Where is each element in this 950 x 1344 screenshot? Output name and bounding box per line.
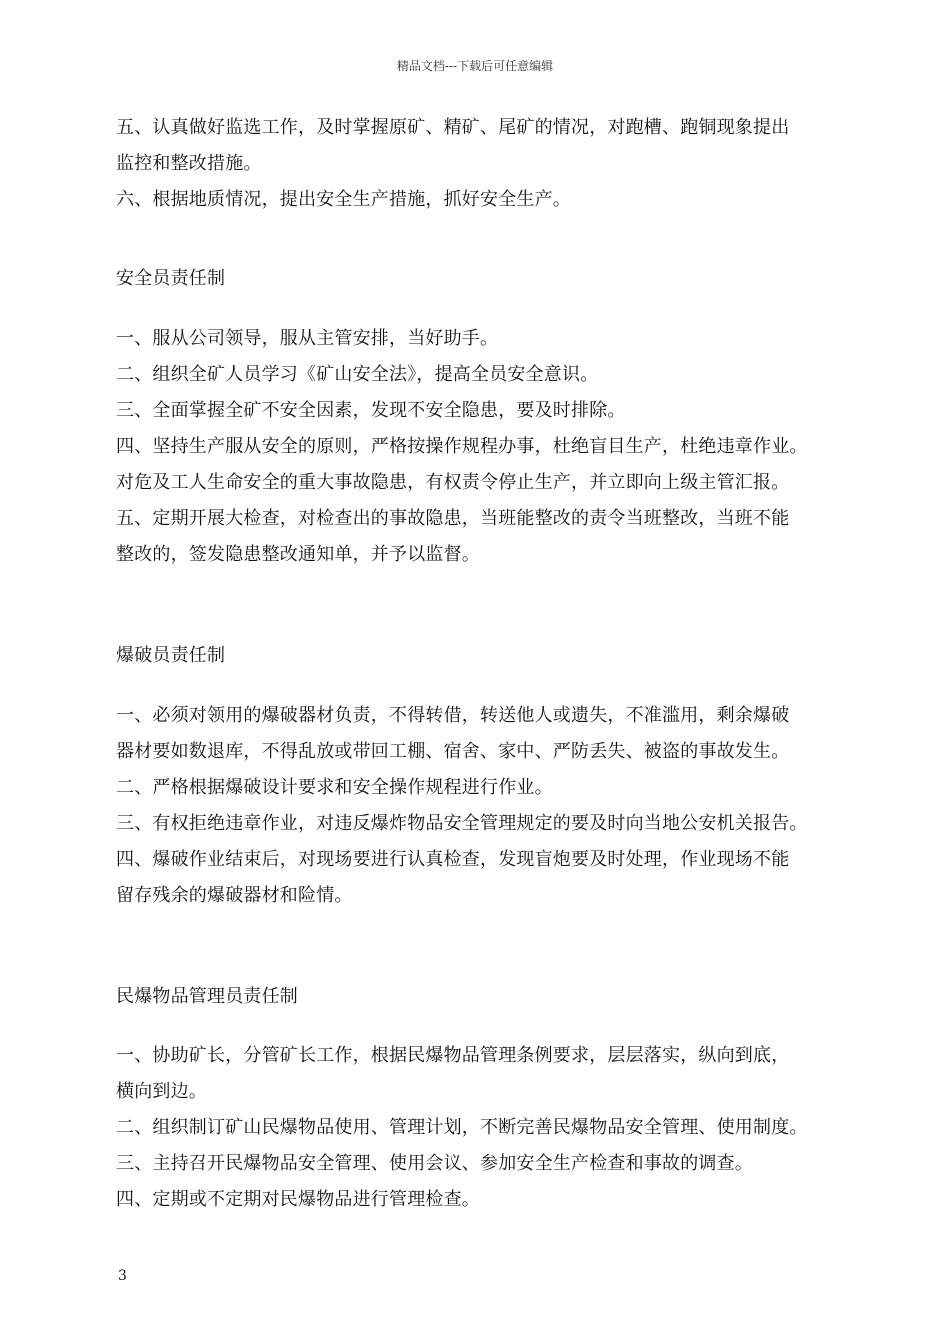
paragraph-line: 一、必须对领用的爆破器材负责，不得转借，转送他人或遗失，不准滥用，剩余爆破 [116, 705, 790, 726]
paragraph-line: 整改的，签发隐患整改通知单，并予以监督。 [116, 544, 480, 565]
paragraph-line: 留存残余的爆破器材和险情。 [116, 885, 353, 906]
paragraph-line: 二、组织全矿人员学习《矿山安全法》，提高全员安全意识。 [116, 364, 599, 385]
page-number: 3 [118, 1268, 127, 1284]
paragraph-line: 六、根据地质情况，提出安全生产措施，抓好安全生产。 [116, 189, 571, 210]
paragraph-line: 三、全面掌握全矿不安全因素，发现不安全隐患，要及时排除。 [116, 400, 626, 421]
paragraph-line: 二、组织制订矿山民爆物品使用、管理计划，不断完善民爆物品安全管理、使用制度。 [116, 1117, 808, 1138]
paragraph-line: 三、主持召开民爆物品安全管理、使用会议、参加安全生产检查和事故的调查。 [116, 1153, 753, 1174]
paragraph-line: 器材要如数退库，不得乱放或带回工棚、宿舍、家中、严防丢失、被盗的事故发生。 [116, 741, 790, 762]
paragraph-line: 四、坚持生产服从安全的原则，严格按操作规程办事，杜绝盲目生产，杜绝违章作业。 [116, 436, 808, 457]
paragraph-line: 一、服从公司领导，服从主管安排，当好助手。 [116, 328, 499, 349]
page-header: 精品文档---下载后可任意编辑 [396, 59, 554, 73]
paragraph-line: 三、有权拒绝违章作业，对违反爆炸物品安全管理规定的要及时向当地公安机关报告。 [116, 813, 808, 834]
paragraph-line: 对危及工人生命安全的重大事故隐患，有权责令停止生产，并立即向上级主管汇报。 [116, 472, 790, 493]
paragraph-line: 四、定期或不定期对民爆物品进行管理检查。 [116, 1189, 480, 1210]
paragraph-line: 横向到边。 [116, 1081, 207, 1102]
paragraph-line: 监控和整改措施。 [116, 153, 262, 174]
section-heading-safety: 安全员责任制 [116, 268, 226, 289]
paragraph-line: 一、协助矿长，分管矿长工作，根据民爆物品管理条例要求，层层落实，纵向到底， [116, 1045, 790, 1066]
paragraph-line: 五、定期开展大检查，对检查出的事故隐患，当班能整改的责令当班整改，当班不能 [116, 508, 790, 529]
section-heading-blasting: 爆破员责任制 [116, 645, 226, 666]
section-heading-explosives: 民爆物品管理员责任制 [116, 986, 298, 1007]
paragraph-line: 二、严格根据爆破设计要求和安全操作规程进行作业。 [116, 777, 553, 798]
paragraph-line: 五、认真做好监选工作，及时掌握原矿、精矿、尾矿的情况，对跑槽、跑铜现象提出 [116, 117, 790, 138]
paragraph-line: 四、爆破作业结束后，对现场要进行认真检查，发现盲炮要及时处理，作业现场不能 [116, 849, 790, 870]
